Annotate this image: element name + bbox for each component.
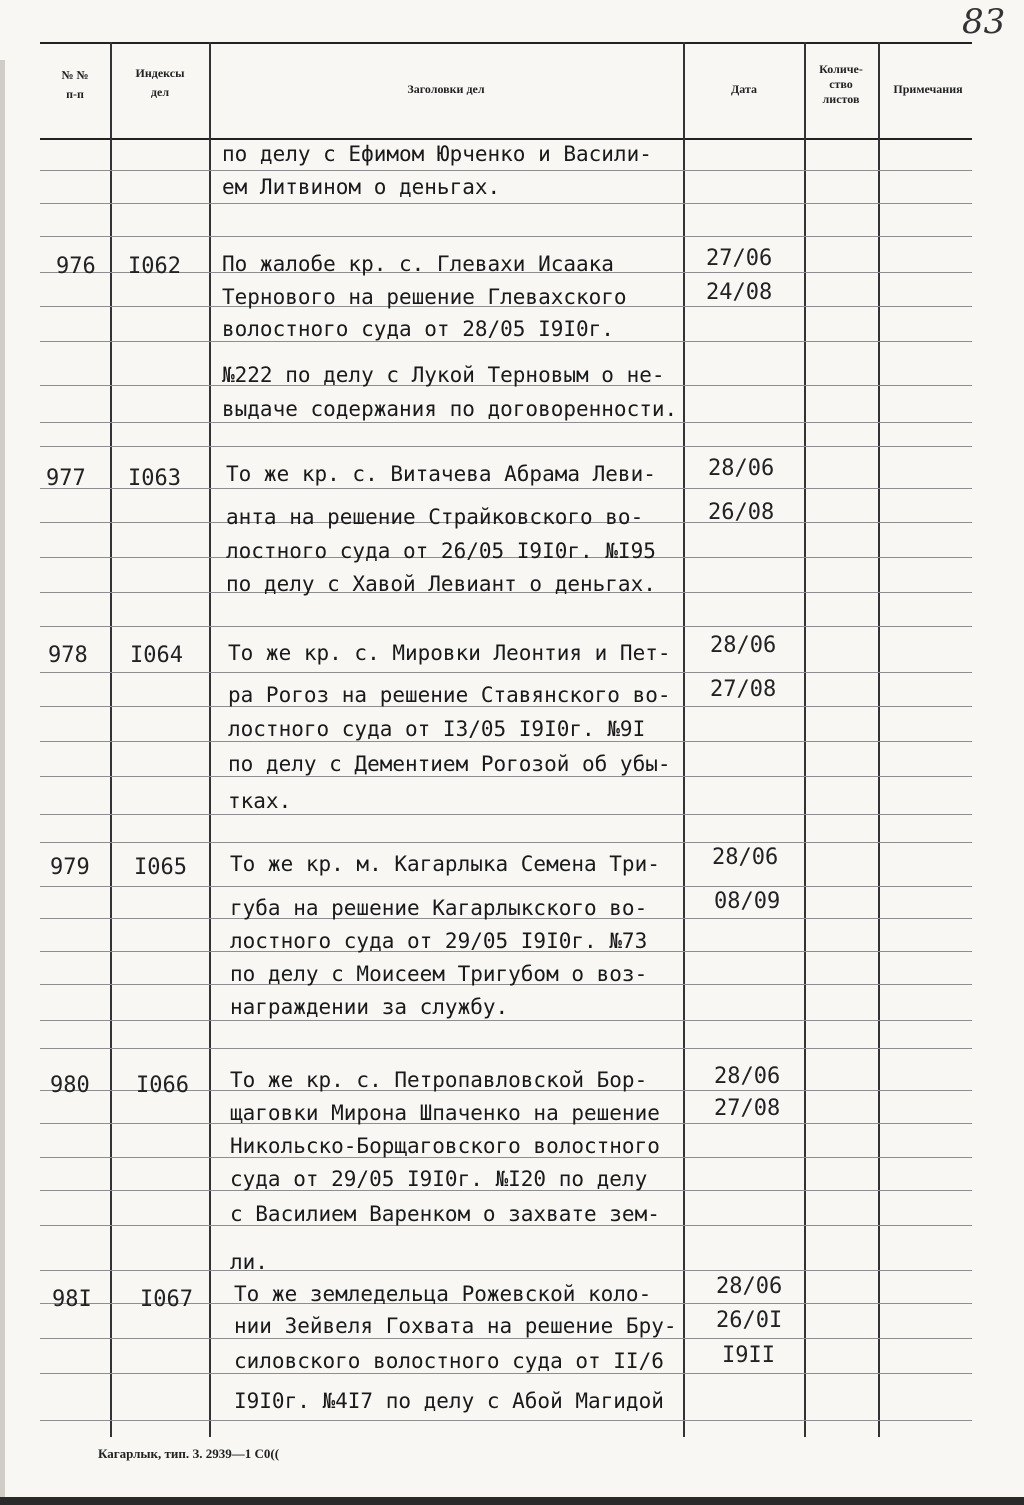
entry-index: I066 [136,1073,189,1098]
column-divider [110,42,112,1437]
ruled-line [40,341,972,342]
header-title [212,80,680,99]
header-index-label: Индексы дел [135,66,185,100]
entry-line: по делу с Моисеем Тригубом о воз- [230,962,648,986]
entry-index: I062 [128,254,181,279]
entry-number: 978 [48,643,88,668]
entry-line: суда от 29/05 I9I0г. №I20 по делу [230,1167,648,1191]
entry-date: 27/08 [714,1096,781,1121]
entry-index: I063 [128,466,181,491]
ruled-line [40,814,972,815]
entry-line: №222 по делу с Лукой Терновым о не- [222,363,665,387]
entry-line: То же земледельца Рожевской коло- [234,1282,652,1306]
entry-date: I9II [722,1343,775,1368]
header-num-label: № № п-п [61,68,89,102]
entry-date: 27/06 [706,246,773,271]
ruled-line [40,626,972,627]
ruled-line [40,1048,972,1049]
header-top-rule [40,42,972,44]
entry-index: I064 [130,643,183,668]
entry-line: То же кр. с. Витачева Абрама Леви- [226,462,656,486]
page-bottom-edge [0,1497,1024,1505]
entry-line: щаговки Мирона Шпаченко на решение [230,1101,660,1125]
entry-number: 98I [52,1287,92,1312]
entry-date: 26/0I [716,1308,783,1333]
entry-line: по делу с Ефимом Юрченко и Васили- [222,142,652,166]
entry-line: То же кр. м. Кагарлыка Семена Три- [230,852,660,876]
header-index [112,64,208,102]
ruled-line [40,446,972,447]
entry-line: с Василием Варенком о захвате зем- [230,1202,660,1226]
folio-number: 83 [962,2,1006,42]
entry-line: I9I0г. №4I7 по делу с Абой Магидой [234,1389,664,1413]
entry-line: нии Зейвеля Гохвата на решение Бру- [234,1314,677,1338]
column-divider [804,42,806,1437]
header-date [686,80,802,99]
header-bottom-rule [40,138,972,140]
entry-number: 979 [50,855,90,880]
entry-line: ра Рогоз на решение Ставянского во- [228,683,671,707]
entry-date: 28/06 [716,1274,783,1299]
entry-line: То же кр. с. Петропавловской Бор- [230,1068,648,1092]
header-sheets-label: Количе- ство листов [819,62,863,106]
header-num [44,66,106,104]
ruled-line [40,1373,972,1374]
entry-line: По жалобе кр. с. Глевахи Исаака [222,252,614,276]
entry-line: лостного суда от I3/05 I9I0г. №9I [228,717,646,741]
entry-line: Никольско-Борщаговского волостного [230,1134,660,1158]
header-notes-label: Примечания [893,82,963,96]
ruled-line [40,776,972,777]
ruled-line [40,1338,972,1339]
entry-line: Тернового на решение Глевахского [222,285,627,309]
entry-line: награждении за службу. [230,995,509,1019]
column-divider [683,42,685,1437]
entry-index: I067 [140,1287,193,1312]
entry-line: ли. [230,1250,268,1274]
entry-date: 28/06 [710,633,777,658]
entry-date: 28/06 [714,1064,781,1089]
binding-shadow [0,60,5,1500]
ruled-line [40,886,972,887]
entry-number: 980 [50,1073,90,1098]
ruled-line [40,741,972,742]
ruled-line [40,1020,972,1021]
entry-date: 08/09 [714,889,781,914]
ruled-line [40,672,972,673]
ruled-line [40,842,972,843]
entry-line: То же кр. с. Мировки Леонтия и Пет- [228,641,671,665]
entry-number: 977 [46,466,86,491]
entry-line: по делу с Дементием Рогозой об убы- [228,752,671,776]
entry-line: тках. [228,789,292,813]
header-date-label: Дата [731,82,757,96]
entry-line: выдаче содержания по договоренности. [222,397,678,421]
entry-line: ем Литвином о деньгах. [222,175,501,199]
entry-line: волостного суда от 28/05 I9I0г. [222,317,614,341]
entry-index: I065 [134,855,187,880]
entry-line: лостного суда от 29/05 I9I0г. №73 [230,929,648,953]
entry-date: 28/06 [708,456,775,481]
ruled-line [40,1420,972,1421]
header-notes [880,80,976,99]
ruled-line [40,1270,972,1271]
column-divider [878,42,880,1437]
entry-line: по делу с Хавой Левиант о деньгах. [226,572,656,596]
entry-date: 26/08 [708,500,775,525]
header-title-label: Заголовки дел [407,82,485,96]
entry-line: губа на решение Кагарлыкского во- [230,896,648,920]
entry-date: 28/06 [712,845,779,870]
column-divider [209,42,211,1437]
entry-number: 976 [56,254,96,279]
ruled-line [40,236,972,237]
header-sheets [806,62,876,107]
entry-line: силовского волостного суда от II/6 [234,1349,664,1373]
ruled-line [40,170,972,171]
entry-date: 24/08 [706,280,773,305]
printer-imprint: Кагарлык, тип. З. 2939—1 C0(( [98,1446,280,1461]
entry-date: 27/08 [710,677,777,702]
ruled-line [40,203,972,204]
entry-line: лостного суда от 26/05 I9I0г. №I95 [226,539,656,563]
ruled-line [40,422,972,423]
entry-line: анта на решение Страйковского во- [226,505,644,529]
